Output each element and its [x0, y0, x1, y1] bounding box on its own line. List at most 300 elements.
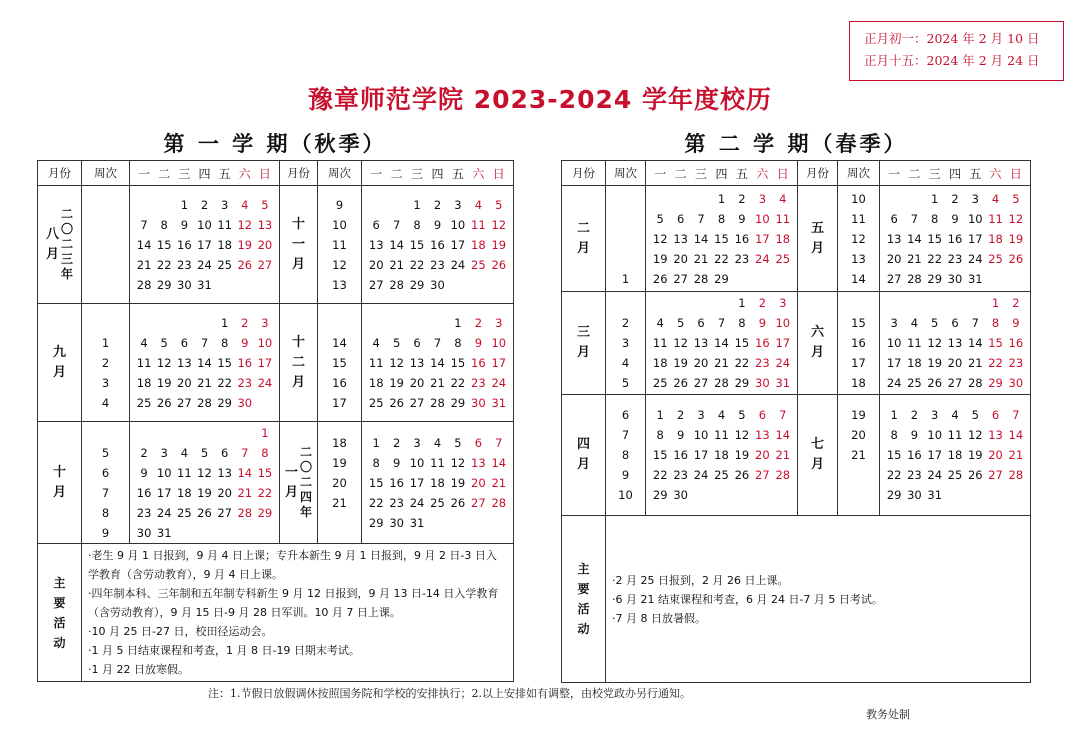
day-number: 4 [180, 445, 189, 460]
day-number: 25 [947, 468, 963, 482]
day-number: 21 [197, 375, 212, 390]
week-number: 3 [621, 336, 630, 350]
day-number: 21 [775, 448, 791, 462]
day-number: 23 [177, 257, 192, 272]
day-number: 27 [257, 257, 273, 272]
day-number [650, 189, 670, 209]
lunar-line-1: 正月初一：2024 年 2 月 10 日 [864, 31, 1040, 46]
day-number: 26 [734, 468, 750, 482]
weekday-label: 六 [756, 166, 769, 181]
day-number: 7 [697, 211, 705, 226]
month-header: 月份 [562, 161, 606, 186]
day-number: 18 [907, 356, 922, 370]
day-number [215, 523, 235, 543]
week-number: 9 [101, 525, 110, 540]
day-number: 22 [988, 356, 1003, 370]
day-number: 24 [775, 356, 791, 370]
week-number: 4 [621, 356, 630, 370]
day-number: 14 [714, 336, 729, 350]
day-number: 13 [471, 455, 486, 470]
day-grid [130, 423, 279, 543]
month-char: 月 [576, 457, 590, 472]
week-number [82, 275, 129, 295]
weekday-label: 一 [370, 166, 383, 181]
activities-row [562, 516, 1031, 683]
year-char: 年 [300, 505, 313, 519]
day-number: 10 [886, 336, 902, 350]
week-numbers [82, 423, 129, 543]
day-number: 27 [177, 395, 192, 410]
month-name [285, 463, 298, 503]
weekday-row [362, 165, 513, 182]
day-number: 3 [495, 315, 503, 330]
day-number: 3 [971, 191, 979, 206]
day-number: 11 [368, 355, 384, 370]
month-char: 四 [576, 437, 590, 452]
days-cell [646, 186, 798, 292]
day-number: 22 [886, 468, 902, 482]
activities-label-char: 活 [577, 602, 590, 616]
day-number: 27 [988, 468, 1003, 482]
month-row [38, 422, 514, 544]
day-number: 1 [454, 315, 462, 330]
day-number: 28 [237, 505, 253, 520]
day-number: 30 [136, 525, 152, 540]
month-label [38, 343, 81, 383]
day-number: 8 [413, 217, 421, 232]
activities-list [606, 516, 1031, 683]
day-number: 25 [714, 468, 729, 482]
day-number: 18 [775, 231, 791, 246]
day-number: 2 [433, 197, 442, 212]
day-number: 30 [389, 515, 404, 530]
day-grid [646, 405, 797, 505]
activity-item: ·10 月 25 日-27 日，校田径运动会。 [88, 625, 273, 638]
weekday-header [646, 161, 798, 186]
week-number: 19 [332, 455, 347, 470]
day-number: 16 [1008, 336, 1024, 350]
day-number: 15 [988, 336, 1003, 350]
month-label-cell [798, 186, 838, 292]
day-number: 12 [197, 465, 212, 480]
days-cell [646, 395, 798, 516]
day-number: 7 [392, 217, 401, 232]
day-number [386, 195, 406, 215]
month-char: 二 [576, 220, 590, 236]
days-cell [130, 186, 280, 304]
day-number: 3 [413, 435, 421, 450]
day-number: 13 [409, 355, 425, 370]
day-number: 5 [160, 335, 168, 350]
day-number: 5 [200, 445, 209, 460]
weekday-label: 三 [695, 166, 708, 181]
day-number: 28 [136, 277, 152, 292]
month-char: 二 [291, 354, 305, 370]
activities-label-char: 动 [577, 622, 590, 636]
day-number [174, 523, 194, 543]
month-header: 月份 [280, 161, 318, 186]
week-number: 2 [101, 355, 110, 370]
day-number: 18 [988, 231, 1003, 246]
day-number: 23 [673, 468, 688, 482]
year-char: 年 [61, 267, 74, 281]
day-number: 31 [491, 395, 507, 410]
header-row [38, 161, 514, 186]
week-number [606, 209, 645, 229]
day-number: 26 [967, 468, 983, 482]
day-number: 15 [450, 355, 466, 370]
day-number: 21 [907, 251, 922, 266]
day-number [985, 269, 1005, 289]
day-number: 2 [758, 296, 767, 310]
weekday-label: 四 [431, 166, 444, 181]
day-number: 25 [136, 395, 152, 410]
day-number: 3 [220, 197, 229, 212]
day-number: 1 [738, 296, 746, 310]
day-number: 3 [758, 191, 767, 206]
day-number [1006, 485, 1026, 505]
month-char: 九 [52, 344, 66, 360]
week-numbers-cell [838, 395, 880, 516]
days-cell [130, 422, 280, 544]
day-number: 10 [775, 316, 791, 330]
week-number: 15 [851, 316, 866, 330]
day-number: 14 [197, 355, 212, 370]
day-number [154, 423, 174, 443]
day-number [134, 195, 154, 215]
activity-item: ·四年制本科、三年制和五年制专科新生 9 月 12 日报到，9 月 13 日-14 日入学教育（含劳动教育），9 月 15 日-9 月 28 日军训。10 月 7 日上课。 [88, 587, 499, 619]
day-number: 23 [734, 251, 750, 266]
weekday-label: 四 [948, 166, 961, 181]
day-number: 22 [734, 356, 750, 370]
day-number: 24 [409, 495, 425, 510]
weekday-row [130, 165, 279, 182]
day-number: 9 [241, 335, 249, 350]
week-numbers [318, 195, 361, 295]
day-number: 2 [200, 197, 209, 212]
day-number: 11 [430, 455, 445, 470]
day-number: 20 [886, 251, 902, 266]
month-label-cell [798, 395, 838, 516]
day-number: 23 [907, 468, 922, 482]
day-number: 1 [656, 408, 664, 422]
day-number: 17 [886, 356, 902, 370]
day-number [1006, 269, 1026, 289]
day-number: 17 [409, 475, 425, 490]
week-number: 17 [332, 395, 347, 410]
day-number [366, 313, 386, 333]
week-numbers [82, 195, 129, 295]
month-label [798, 219, 837, 259]
day-number [732, 485, 752, 505]
month-char: 月 [576, 240, 590, 256]
month-char: 月 [810, 345, 824, 360]
day-number: 6 [220, 445, 229, 460]
day-number: 3 [454, 197, 462, 212]
weekday-label: 六 [238, 166, 251, 181]
day-number [773, 269, 793, 289]
week-number: 5 [101, 445, 110, 460]
day-number: 25 [471, 257, 486, 272]
day-number: 16 [177, 237, 192, 252]
day-number: 12 [156, 355, 172, 370]
day-number: 19 [156, 375, 172, 390]
week-number: 15 [332, 355, 347, 370]
day-number: 5 [392, 335, 401, 350]
day-number: 29 [450, 395, 466, 410]
day-number: 5 [656, 211, 664, 226]
day-number: 14 [136, 237, 152, 252]
week-number: 14 [851, 271, 866, 286]
day-number [985, 485, 1005, 505]
day-number: 8 [261, 445, 269, 460]
day-number: 6 [890, 211, 898, 226]
day-number: 20 [368, 257, 384, 272]
day-number: 4 [951, 408, 959, 422]
activities-label-char: 要 [577, 582, 590, 596]
year-char: 二 [300, 475, 313, 489]
day-number: 31 [927, 488, 943, 502]
day-number: 26 [389, 395, 404, 410]
day-number: 20 [988, 448, 1003, 462]
day-number: 19 [197, 485, 212, 500]
day-number: 28 [967, 376, 983, 390]
day-number: 1 [991, 296, 1000, 310]
week-number [606, 229, 645, 249]
day-number: 13 [947, 336, 963, 350]
week-header: 周次 [838, 161, 880, 186]
days-cell [880, 186, 1031, 292]
day-number: 25 [907, 376, 922, 390]
day-number: 27 [693, 376, 709, 390]
week-numbers-cell [82, 422, 130, 544]
month-header: 月份 [798, 161, 838, 186]
week-number: 1 [101, 335, 110, 350]
day-number: 15 [927, 231, 943, 246]
day-number: 16 [136, 485, 152, 500]
month-row [562, 292, 1031, 395]
week-number: 8 [621, 448, 630, 462]
day-grid [362, 195, 513, 295]
day-number [427, 313, 447, 333]
day-number: 22 [368, 495, 384, 510]
week-number: 18 [851, 376, 866, 390]
week-number: 21 [332, 495, 347, 510]
day-number: 6 [951, 316, 959, 330]
day-number: 17 [156, 485, 172, 500]
week-numbers [838, 405, 879, 505]
week-numbers-cell [838, 186, 880, 292]
week-number: 20 [332, 475, 347, 490]
day-number: 1 [717, 191, 726, 206]
day-number: 7 [140, 217, 148, 232]
day-number: 30 [430, 277, 445, 292]
day-number: 11 [471, 217, 486, 232]
days-cell [880, 395, 1031, 516]
day-number: 16 [237, 355, 253, 370]
month-char: 一 [284, 464, 298, 480]
day-number: 17 [693, 448, 709, 462]
day-number: 18 [368, 375, 384, 390]
month-char: 八 [45, 226, 59, 242]
day-number: 8 [454, 335, 462, 350]
week-numbers [318, 433, 361, 533]
day-number: 7 [200, 335, 209, 350]
day-number: 31 [409, 515, 425, 530]
day-number: 31 [967, 271, 983, 286]
day-number [925, 293, 945, 313]
day-number: 18 [947, 448, 963, 462]
month-row [562, 395, 1031, 516]
day-number: 29 [988, 376, 1003, 390]
semester-1-title: 第 一 学 期（秋季） [163, 132, 387, 156]
day-number [752, 269, 772, 289]
day-number: 27 [886, 271, 902, 286]
week-number: 1 [621, 271, 630, 286]
day-number [427, 513, 447, 533]
day-number: 23 [471, 375, 486, 390]
day-number: 29 [927, 271, 943, 286]
day-number: 1 [220, 315, 229, 330]
week-number [318, 313, 361, 333]
day-grid [880, 189, 1030, 289]
day-number: 15 [217, 355, 232, 370]
day-number: 6 [758, 408, 767, 422]
week-number: 12 [851, 231, 866, 246]
day-number: 19 [450, 475, 466, 490]
day-number: 18 [217, 237, 232, 252]
day-number: 1 [261, 425, 269, 440]
year-char: 二 [61, 237, 74, 251]
week-number: 2 [621, 316, 630, 330]
day-number: 3 [160, 445, 168, 460]
day-number: 28 [389, 277, 404, 292]
day-number: 20 [755, 448, 770, 462]
day-number: 12 [389, 355, 404, 370]
month-label-cell [280, 186, 318, 304]
weekday-label: 四 [715, 166, 728, 181]
day-number [945, 485, 965, 505]
page-title: 豫章师范学院 2023-2024 学年度校历 [308, 85, 772, 114]
day-number: 17 [967, 231, 983, 246]
week-number: 6 [621, 408, 630, 422]
day-number [711, 485, 731, 505]
week-numbers-cell [606, 292, 646, 395]
day-number: 8 [738, 316, 746, 330]
day-number: 12 [967, 428, 983, 442]
day-number [255, 523, 275, 543]
week-number: 16 [332, 375, 347, 390]
day-number: 23 [136, 505, 152, 520]
day-number: 12 [237, 217, 253, 232]
day-number: 24 [257, 375, 273, 390]
month-char: 十 [291, 334, 305, 350]
day-number: 31 [197, 277, 212, 292]
day-number: 1 [890, 408, 898, 422]
day-number: 13 [673, 231, 688, 246]
weekday-label: 一 [888, 166, 901, 181]
day-number: 30 [1008, 376, 1024, 390]
day-number: 17 [775, 336, 791, 350]
day-number: 21 [389, 257, 404, 272]
day-number: 14 [491, 455, 507, 470]
day-number: 15 [734, 336, 750, 350]
day-number: 30 [177, 277, 192, 292]
day-number: 9 [1012, 316, 1020, 330]
day-number: 4 [910, 316, 919, 330]
day-number: 17 [257, 355, 273, 370]
day-number: 13 [217, 465, 232, 480]
weekday-label: 三 [178, 166, 191, 181]
day-number: 27 [217, 505, 232, 520]
day-number: 4 [140, 335, 148, 350]
day-number: 16 [673, 448, 688, 462]
day-number: 20 [947, 356, 963, 370]
day-number: 7 [241, 445, 249, 460]
day-number: 12 [734, 428, 750, 442]
month-label [280, 215, 317, 275]
day-number: 29 [409, 277, 425, 292]
day-number: 3 [779, 296, 787, 310]
year-marker [300, 445, 312, 520]
activities-label [562, 559, 605, 639]
day-number: 9 [474, 335, 483, 350]
year-char: 〇 [300, 460, 313, 474]
day-number: 15 [156, 237, 172, 252]
week-number: 20 [851, 428, 866, 442]
activities-label-cell [38, 544, 82, 682]
day-number: 18 [136, 375, 152, 390]
day-number: 6 [991, 408, 1000, 422]
day-number: 28 [693, 271, 709, 286]
week-number [606, 293, 645, 313]
week-number: 18 [332, 435, 347, 450]
day-number [215, 275, 235, 295]
day-number: 11 [775, 211, 791, 226]
year-marker [61, 207, 73, 282]
day-number: 29 [734, 376, 750, 390]
month-char: 月 [291, 374, 305, 390]
day-number: 25 [988, 251, 1003, 266]
day-number: 25 [177, 505, 192, 520]
weekday-header [130, 161, 280, 186]
week-numbers-cell [82, 186, 130, 304]
day-number: 29 [652, 488, 668, 502]
day-number: 1 [931, 191, 939, 206]
day-number: 19 [734, 448, 750, 462]
day-number [215, 423, 235, 443]
day-number: 24 [886, 376, 902, 390]
day-number: 18 [177, 485, 192, 500]
day-number: 18 [471, 237, 486, 252]
week-header: 周次 [318, 161, 362, 186]
day-number: 5 [261, 197, 269, 212]
week-numbers [82, 313, 129, 413]
month-header: 月份 [38, 161, 82, 186]
day-number: 20 [217, 485, 232, 500]
day-number: 8 [991, 316, 1000, 330]
month-label-cell [38, 186, 82, 304]
activities-label [38, 573, 81, 653]
week-number [606, 249, 645, 269]
year-char: 二 [300, 445, 313, 459]
week-number: 21 [851, 448, 866, 462]
day-number [194, 313, 214, 333]
weekday-row [646, 165, 797, 182]
day-number: 15 [714, 231, 729, 246]
day-number [945, 293, 965, 313]
weekday-label: 二 [390, 166, 403, 181]
